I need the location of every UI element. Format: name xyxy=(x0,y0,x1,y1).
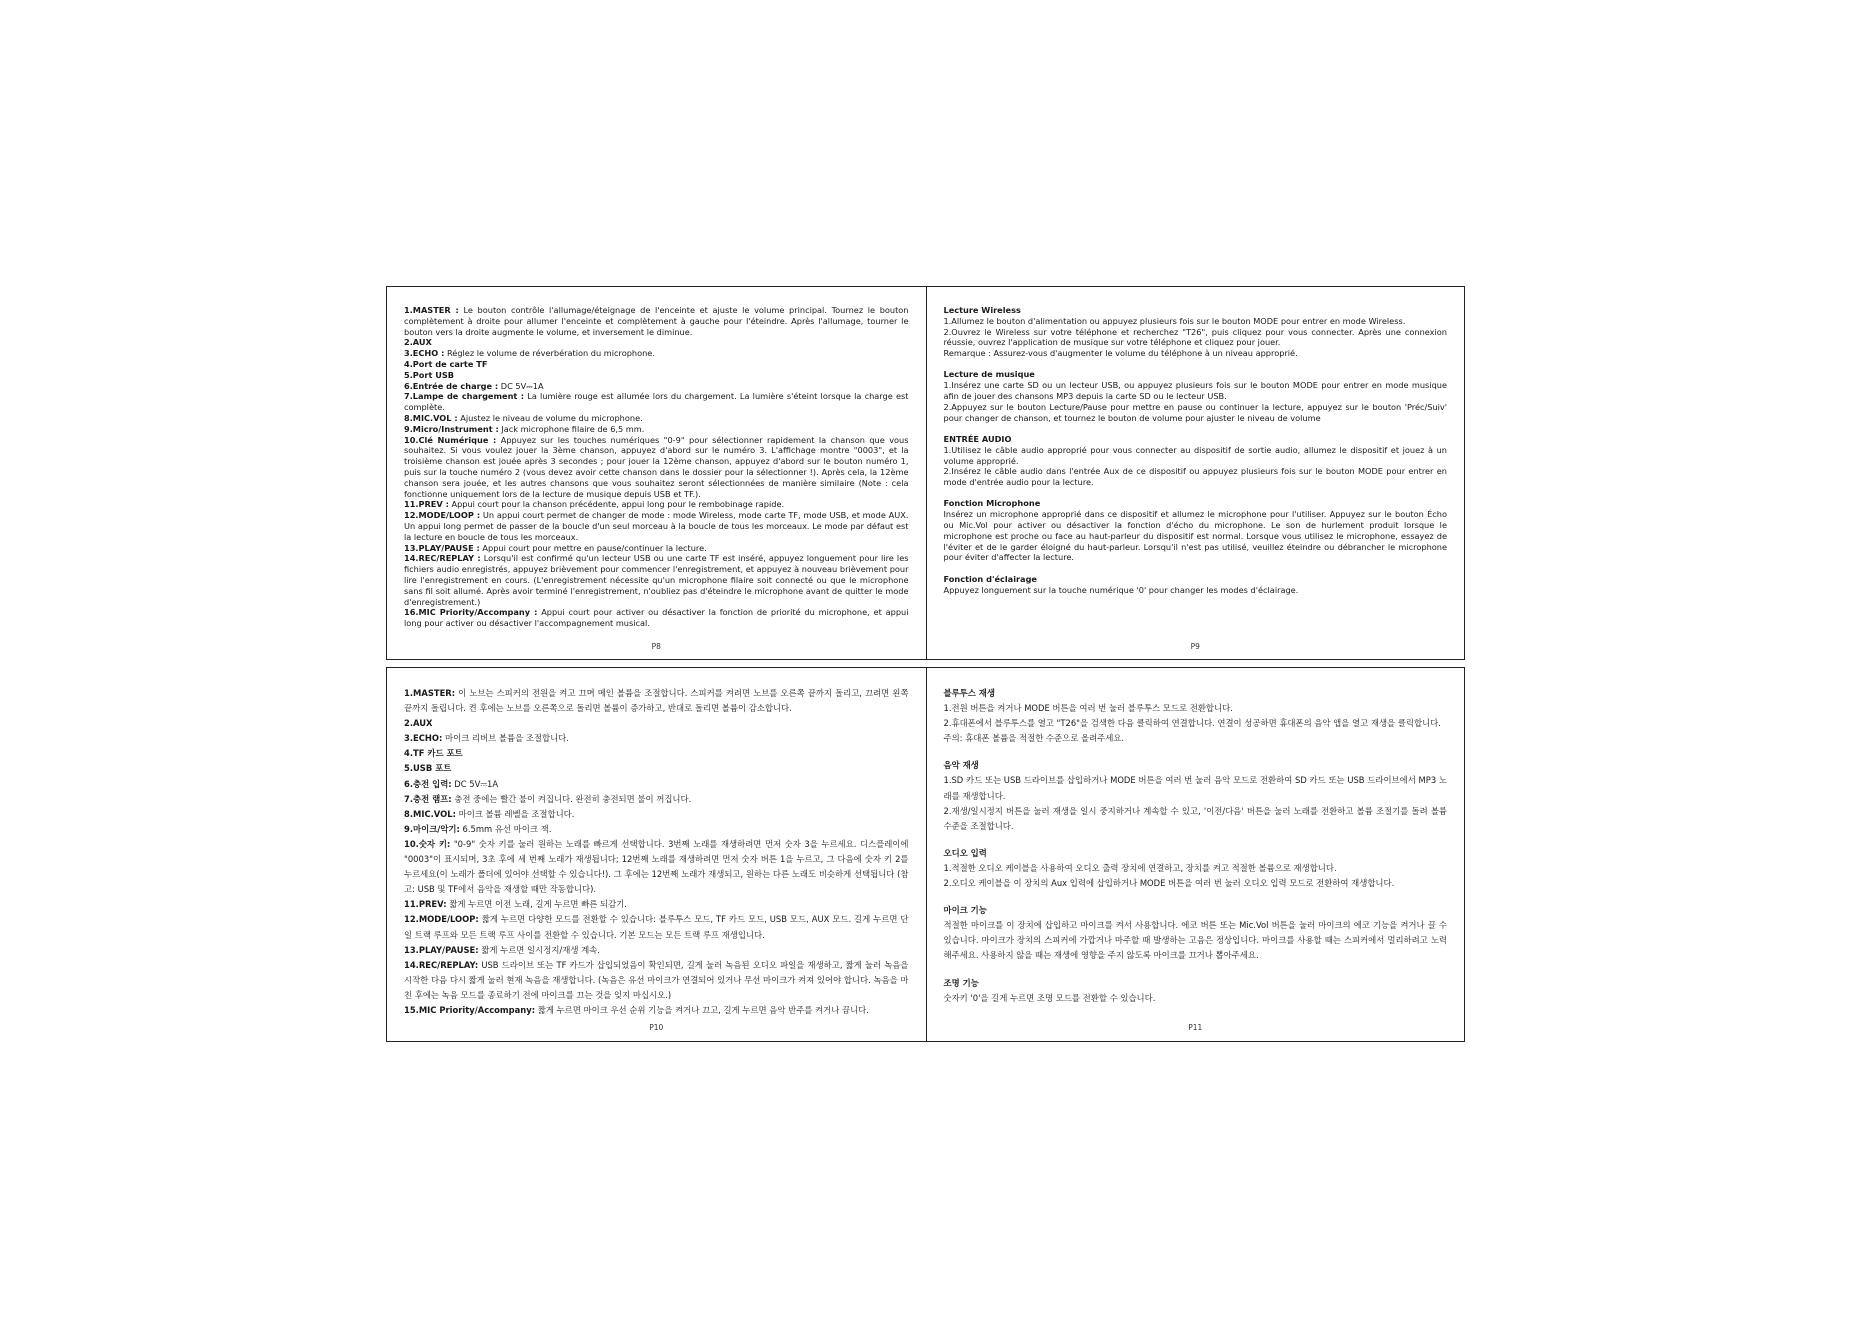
control-description: Réglez le volume de réverbération du microphone. xyxy=(444,348,655,359)
control-entry xyxy=(404,958,909,1003)
section-title: Lecture Wireless xyxy=(943,305,1021,315)
control-entry xyxy=(404,510,909,542)
control-entry xyxy=(404,435,909,500)
section-line: 2.Insérez le câble audio dans l'entrée Aux de ce dispositif ou appuyez plusieurs fois sur le bouton MODE pour entrer en mode d'entrée audio pour la lecture. xyxy=(943,466,1447,488)
function-section xyxy=(944,846,1448,891)
control-name: 3.ECHO : xyxy=(404,348,445,359)
section-line: Remarque : Assurez-vous d'augmenter le volume du téléphone à un niveau approprié. xyxy=(943,348,1298,359)
control-description: Ajustez le niveau de volume du microphone. xyxy=(457,412,643,423)
control-name: 14.REC/REPLAY : xyxy=(404,553,481,564)
control-entry xyxy=(404,686,909,716)
control-name: 6.충전 입력: xyxy=(404,778,452,789)
control-entry xyxy=(404,897,909,912)
control-name: 10.숫자 키: xyxy=(404,838,451,849)
control-description: Appui court pour la chanson précédente, appui long pour le rembobinage rapide. xyxy=(448,499,785,510)
control-name: 11.PREV: xyxy=(404,899,447,910)
control-name: 5.Port USB xyxy=(404,369,455,380)
page-p9 xyxy=(926,287,1465,659)
sheet-top xyxy=(386,286,1465,660)
section-line: 2.Ouvrez le Wireless sur votre téléphone et recherchez "T26", puis cliquez pour vous connecter. Après une connexion réussie, ouvrez l'application de musique sur votre téléphone et cliquez pour jouer. xyxy=(943,326,1447,348)
control-entry xyxy=(404,746,909,761)
control-description: Appuyez sur les touches numériques "0-9" pour sélectionner rapidement la chanson que vous souhaitez. Si vous voulez jouer la 3ème chanson, appuyez d'abord sur le numéro 3. L'affichage montre "0003", et la troisième chanson est jouée après 3 secondes ; pour jouer la 12ème chanson, appuyez d'abord sur le bouton numéro 1, puis sur la touche numéro 2 (vous devez avoir cette chanson dans le dossier pour la sélectionner !). Après cela, la 12ème chanson sera jouée, et les autres chansons que vous souhaitez seront sélectionnées de manière similaire (Note : cela fonctionne uniquement lors de la lecture de musique depuis USB et TF.). xyxy=(404,434,909,499)
section-line: 2.오디오 케이블을 이 장치의 Aux 입력에 삽입하거나 MODE 버튼을 여러 번 눌러 오디오 입력 모드로 전환하여 재생합니다. xyxy=(943,878,1395,889)
function-section xyxy=(944,686,1448,746)
section-title: 마이크 기능 xyxy=(943,905,987,916)
control-name: 11.PREV : xyxy=(404,499,449,510)
control-entry xyxy=(404,370,909,381)
control-entry xyxy=(404,837,909,897)
functions-list xyxy=(944,686,1448,1006)
section-title: Fonction d'éclairage xyxy=(943,573,1037,584)
control-description: 이 노브는 스피커의 전원을 켜고 끄며 메인 볼륨을 조절합니다. 스피커를 켜려면 노브를 오른쪽 끝까지 돌리고, 끄려면 왼쪽 끝까지 돌립니다. 켠 후에는 노브를 오른쪽으로 돌리면 볼륨이 증가하고, 반대로 돌리면 볼륨이 감소합니다. xyxy=(404,688,909,714)
control-entry xyxy=(404,731,909,746)
control-entry xyxy=(404,348,909,359)
control-entry xyxy=(404,761,909,776)
section-title: 블루투스 재생 xyxy=(943,688,995,698)
section-line: 주의: 휴대폰 볼륨을 적절한 수준으로 올려주세요. xyxy=(943,733,1125,744)
control-description: "0-9" 숫자 키를 눌러 원하는 노래를 빠르게 선택합니다. 3번째 노래를 재생하려면 먼저 숫자 3을 누르세요. 디스플레이에 "0003"이 표시되며, 3초 후에 세 번째 노래가 재생됩니다; 12번째 노래를 재생하려면 먼저 숫자 버튼 1을 누르고, 그 다음에 숫자 키 2를 누르세요(이 노래가 폴더에 있어야 선택할 수 있습니다!). 그 후에는 12번째 노래가 재생되고, 원하는 다른 노래도 비슷하게 선택됩니다 (참고: USB 및 TF에서 음악을 재생할 때만 작동합니다). xyxy=(404,838,909,895)
section-line: 1.Allumez le bouton d'alimentation ou appuyez plusieurs fois sur le bouton MODE pour entrer en mode Wireless. xyxy=(943,315,1406,326)
section-line: 1.Insérez une carte SD ou un lecteur USB, ou appuyez plusieurs fois sur le bouton MODE pour entrer en mode musique afin de jouer des chansons MP3 depuis la carte SD ou le lecteur USB. xyxy=(943,380,1447,402)
section-title: ENTRÉE AUDIO xyxy=(943,433,1012,444)
page-p8 xyxy=(387,287,926,659)
control-entry xyxy=(404,777,909,792)
control-name: 5.USB 포트 xyxy=(404,763,452,774)
control-entry xyxy=(404,337,909,348)
control-name: 2.AUX xyxy=(404,337,432,348)
control-entry xyxy=(404,424,909,435)
section-line: Appuyez longuement sur la touche numérique '0' pour changer les modes d'éclairage. xyxy=(943,584,1299,595)
page-number: P9 xyxy=(1190,642,1200,652)
section-title: Lecture de musique xyxy=(943,369,1035,380)
control-description: 마이크 리버브 볼륨을 조절합니다. xyxy=(442,733,569,744)
page-p11 xyxy=(926,668,1465,1041)
control-entry xyxy=(404,912,909,942)
section-line: 2.재생/일시정지 버튼을 눌러 재생을 일시 중지하거나 계속할 수 있고, '이전/다음' 버튼을 눌러 노래를 전환하고 볼륨 조절기를 돌려 볼륨 수준을 조절합니다. xyxy=(943,805,1447,831)
control-description: USB 드라이브 또는 TF 카드가 삽입되었음이 확인되면, 길게 눌러 녹음된 오디오 파일을 재생하고, 짧게 눌러 녹음을 시작한 다음 다시 짧게 눌러 현재 녹음을 재생합니다. (녹음은 유선 마이크가 연결되어 있거나 무선 마이크가 켜져 있어야 합니다. 녹음을 마친 후에는 녹음 모드를 종료하기 전에 마이크를 끄는 것을 잊지 마십시오.) xyxy=(404,959,909,1000)
function-section xyxy=(944,574,1448,596)
control-entry xyxy=(404,553,909,607)
section-line: 1.Utilisez le câble audio approprié pour vous connecter au dispositif de sortie audio, allumez le dispositif et jouez à un volume approprié. xyxy=(943,444,1447,466)
control-description: 충전 중에는 빨간 불이 켜집니다. 완전히 충전되면 불이 꺼집니다. xyxy=(451,793,692,804)
control-entry xyxy=(404,413,909,424)
control-name: 12.MODE/LOOP : xyxy=(404,510,481,521)
controls-list xyxy=(404,305,909,629)
section-line: 2.Appuyez sur le bouton Lecture/Pause pour mettre en pause ou continuer la lecture, appuyez sur le bouton 'Préc/Suiv' pour changer de chanson, et tournez le bouton de volume pour ajuster le niveau de volume xyxy=(943,401,1447,423)
function-section xyxy=(944,369,1448,423)
control-entry xyxy=(404,822,909,837)
control-entry xyxy=(404,1003,909,1018)
page-number: P11 xyxy=(1188,1022,1203,1032)
control-name: 13.PLAY/PAUSE : xyxy=(404,542,480,553)
control-name: 13.PLAY/PAUSE: xyxy=(404,944,479,955)
page-number: P10 xyxy=(649,1022,664,1032)
control-entry xyxy=(404,716,909,731)
sheet-bottom xyxy=(386,667,1465,1042)
control-entry xyxy=(404,543,909,554)
function-section xyxy=(944,498,1448,563)
controls-list xyxy=(404,686,909,1018)
control-description: Lorsqu'il est confirmé qu'un lecteur USB ou une carte TF est inséré, appuyez longuement pour lire les fichiers audio enregistrés, appuyez brièvement pour commencer l'enregistrement, et appuyez à nouveau brièvement pour lire l'enregistrement en cours. (L'enregistrement nécessite qu'un microphone filaire soit connecté ou que le microphone sans fil soit allumé. Après avoir terminé l'enregistrement, n'oubliez pas d'éteindre le microphone avant de quitter le mode d'enregistrement.) xyxy=(404,553,909,607)
control-description: DC 5V⎓1A xyxy=(451,778,499,789)
control-name: 14.REC/REPLAY: xyxy=(404,959,479,970)
control-description: 마이크 볼륨 레벨을 조절합니다. xyxy=(455,808,575,819)
control-name: 9.마이크/악기: xyxy=(404,823,460,834)
control-name: 8.MIC.VOL : xyxy=(404,412,458,423)
control-description: La lumière rouge est allumée lors du chargement. La lumière s'éteint lorsque la charge est complète. xyxy=(404,391,909,413)
function-section xyxy=(944,305,1448,359)
control-name: 15.MIC Priority/Accompany: xyxy=(404,1004,536,1015)
section-title: Fonction Microphone xyxy=(943,498,1041,509)
control-description: 6.5mm 유선 마이크 잭. xyxy=(459,823,552,834)
control-name: 10.Clé Numérique : xyxy=(404,434,497,445)
section-title: 음악 재생 xyxy=(943,760,979,771)
control-description: 짧게 누르면 이전 노래, 길게 누르면 빠른 되감기. xyxy=(446,899,627,910)
control-name: 1.MASTER: xyxy=(404,688,456,698)
page-p10 xyxy=(387,668,926,1041)
control-description: Un appui court permet de changer de mode : mode Wireless, mode carte TF, mode USB, et mode AUX. Un appui long permet de passer de la boucle d'un seul morceau à la boucle de tous les morceaux. Le mode par défaut est la lecture en boucle de tous les morceaux. xyxy=(404,510,909,542)
function-section xyxy=(944,434,1448,488)
functions-list xyxy=(944,305,1448,595)
control-description: 짧게 누르면 다양한 모드를 전환할 수 있습니다: 블루투스 모드, TF 카드 모드, USB 모드, AUX 모드. 길게 누르면 단일 트랙 루프와 모든 트랙 루프 사이를 전환할 수 있습니다. 기본 모드는 모든 트랙 루프 재생입니다. xyxy=(404,914,909,940)
control-name: 7.Lampe de chargement : xyxy=(404,391,525,402)
control-name: 9.Micro/Instrument : xyxy=(404,423,499,434)
control-name: 3.ECHO: xyxy=(404,733,443,744)
function-section xyxy=(944,903,1448,963)
control-description: Le bouton contrôle l'allumage/éteignage de l'enceinte et ajuste le volume principal. Tournez le bouton complètement à droite pour allumer l'enceinte et complètement à gauche pour l'éteindre. Après l'allumage, tourner le bouton vers la droite augmente le volume, et inversement le diminue. xyxy=(404,305,909,337)
control-name: 12.MODE/LOOP: xyxy=(404,914,479,925)
control-description: 짧게 누르면 일시정지/재생 계속. xyxy=(478,944,600,955)
section-line: 적절한 마이크를 이 장치에 삽입하고 마이크를 켜서 사용합니다. 에코 버튼 또는 Mic.Vol 버튼을 눌러 마이크의 에코 기능을 켜거나 끌 수 있습니다. 마이크가 장치의 스피커에 가깝거나 마주할 때 발생하는 고음은 정상입니다. 마이크를 사용할 때는 스피커에서 멀리하려고 노력해주세요. 사용하지 않을 때는 재생에 영향을 주지 않도록 마이크를 끄거나 뽑아주세요. xyxy=(943,920,1447,961)
control-name: 8.MIC.VOL: xyxy=(404,808,456,819)
control-entry xyxy=(404,499,909,510)
control-entry xyxy=(404,943,909,958)
control-entry xyxy=(404,359,909,370)
control-name: 4.TF 카드 포트 xyxy=(404,748,463,759)
control-description: Appui court pour mettre en pause/continuer la lecture. xyxy=(479,542,707,553)
control-entry xyxy=(404,305,909,337)
section-line: 1.SD 카드 또는 USB 드라이브를 삽입하거나 MODE 버튼을 여러 번 눌러 음악 모드로 전환하여 SD 카드 또는 USB 드라이브에서 MP3 노래를 재생합니다. xyxy=(943,775,1447,801)
section-line: 1.전원 버튼을 켜거나 MODE 버튼을 여러 번 눌러 블루투스 모드로 전환합니다. xyxy=(943,703,1233,714)
section-line: 숫자키 '0'을 길게 누르면 조명 모드를 전환할 수 있습니다. xyxy=(943,992,1156,1003)
control-description: Jack microphone filaire de 6,5 mm. xyxy=(498,423,645,434)
page-number: P8 xyxy=(651,642,661,652)
section-title: 오디오 입력 xyxy=(943,847,987,858)
control-name: 7.충전 램프: xyxy=(404,793,452,804)
control-description: DC 5V⎓1A xyxy=(498,380,544,391)
control-description: 짧게 누르면 마이크 우선 순위 기능을 켜거나 끄고, 길게 누르면 음악 반주를 켜거나 끕니다. xyxy=(535,1004,869,1015)
control-name: 6.Entrée de charge : xyxy=(404,380,499,391)
control-entry xyxy=(404,607,909,629)
function-section xyxy=(944,976,1448,1006)
control-entry xyxy=(404,391,909,413)
control-name: 2.AUX xyxy=(404,718,433,729)
control-name: 1.MASTER : xyxy=(404,305,459,315)
control-name: 4.Port de carte TF xyxy=(404,358,488,369)
section-line: 1.적절한 오디오 케이블을 사용하여 오디오 출력 장치에 연결하고, 장치를 켜고 적절한 볼륨으로 재생합니다. xyxy=(943,862,1337,873)
control-entry xyxy=(404,381,909,392)
section-line: 2.휴대폰에서 블루투스를 열고 "T26"을 검색한 다음 클릭하여 연결합니다. 연결이 성공하면 휴대폰의 음악 앱을 열고 재생을 클릭합니다. xyxy=(943,718,1441,729)
section-title: 조명 기능 xyxy=(943,977,979,988)
control-name: 16.MIC Priority/Accompany : xyxy=(404,607,538,618)
control-entry xyxy=(404,792,909,807)
section-line: Insérez un microphone approprié dans ce dispositif et allumez le microphone pour l'utiliser. Appuyez sur le bouton Écho ou Mic.Vol pour activer ou désactiver la fonction d'écho du microphone. Le son de hurlement produit lorsque le microphone est proche ou face au haut-parleur du dispositif est normal. Lorsque vous utilisez le microphone, essayez de l'éviter et de le garder éloigné du haut-parleur. Lorsqu'il n'est pas utilisé, veuillez éteindre ou débrancher le microphone pour éviter d'affecter la lecture. xyxy=(943,509,1447,563)
control-description: Appui court pour activer ou désactiver la fonction de priorité du microphone, et appui long pour activer ou désactiver l'accompagnement musical. xyxy=(404,607,909,629)
control-entry xyxy=(404,807,909,822)
function-section xyxy=(944,758,1448,833)
